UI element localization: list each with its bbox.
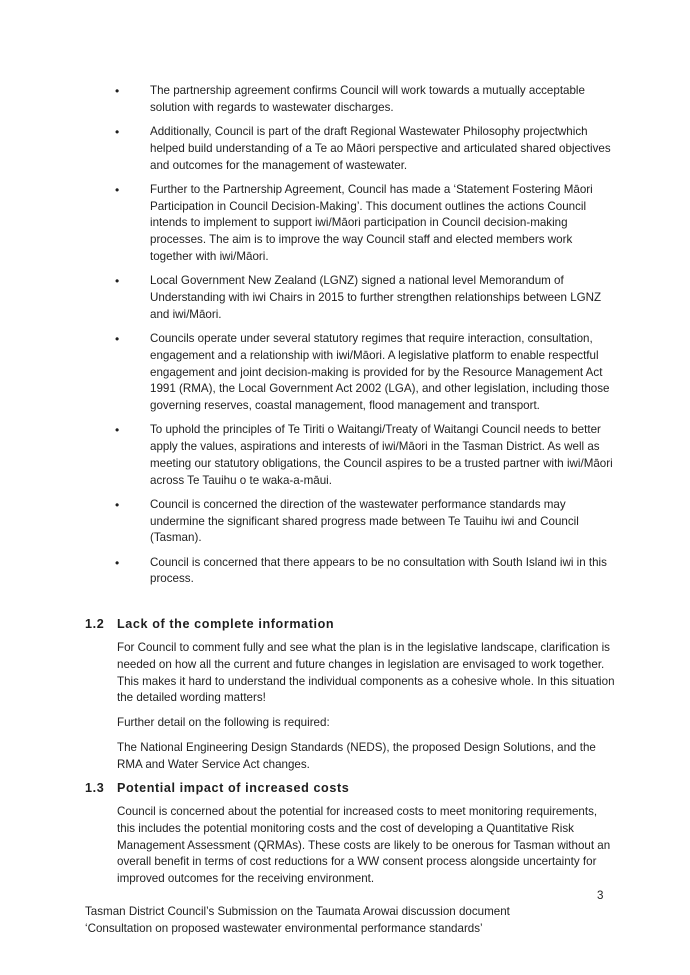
section-number: 1.3	[85, 781, 105, 795]
paragraph: The National Engineering Design Standards (NEDS), the proposed Design Solutions, and the RMA and Water Service Act changes.	[117, 740, 596, 771]
paragraph: For Council to comment fully and see what the plan is in the legislative landscape, clarification is needed on how all the current and future changes in legislation are envisaged to work together. This makes it hard to understand the individual components as a cohesive whole. In this situation the detailed wording matters!	[117, 641, 615, 705]
page-number: 3	[597, 889, 604, 902]
bullet-item	[115, 124, 615, 174]
bullet-icon: •	[115, 124, 120, 139]
bullet-text: The partnership agreement confirms Council will work towards a mutually acceptable solution with regards to wastewater discharges.	[150, 84, 585, 114]
bullet-text: To uphold the principles of Te Tiriti o Waitangi/Treaty of Waitangi Council needs to better apply the values, aspirations and interests of iwi/Māori in the Tasman District. As well as meeting our statutory obligations, the Council aspires to be a trusted partner with iwi/Māori across Te Tauihu o te waka-a-māui.	[150, 423, 613, 487]
bullet-item	[115, 497, 615, 547]
bullet-icon: •	[115, 84, 120, 98]
bullet-icon: •	[115, 274, 120, 289]
section-heading	[85, 780, 615, 796]
bullet-item	[115, 555, 615, 589]
bullet-text: Council is concerned that there appears to be no consultation with South Island iwi in this process.	[150, 555, 607, 586]
bullet-item	[115, 83, 615, 117]
paragraph: Further detail on the following is required:	[117, 716, 330, 730]
section-lack-of-information	[85, 616, 615, 782]
bullet-text: Council is concerned the direction of the wastewater performance standards may undermine the significant shared progress made between Te Tauihu iwi and Council (Tasman).	[150, 497, 579, 545]
bullet-icon: •	[115, 497, 120, 512]
section-body	[85, 804, 615, 888]
section-heading	[85, 616, 615, 632]
section-number: 1.2	[85, 617, 105, 631]
paragraph: Council is concerned about the potential for increased costs to meet monitoring requirements, this includes the potential monitoring costs and the cost of developing a Quantitative Risk Management Assessment (QRMAs). These costs are likely to be onerous for Tasman without an overall benefit in terms of cost reductions for a WW consent process alongside uncertainty for improved outcomes for the receiving environment.	[117, 805, 611, 886]
bullet-text: Further to the Partnership Agreement, Council has made a ‘Statement Fostering Māori Participation in Council Decision-Making’. This document outlines the actions Council intends to implement to support iwi/Māori participation in Council decision-making processes. The aim is to improve the way Council staff and elected members work together with iwi/Māori.	[150, 182, 593, 263]
page-footer	[85, 904, 605, 937]
section-body	[85, 640, 615, 774]
footer-line: Tasman District Council’s Submission on the Taumata Arowai discussion document	[85, 905, 510, 918]
bullet-icon: •	[115, 182, 120, 197]
bullet-item	[115, 273, 615, 323]
bullet-icon: •	[115, 555, 120, 570]
bullet-icon: •	[115, 331, 120, 346]
bullet-item	[115, 182, 615, 266]
footer-line: ‘Consultation on proposed wastewater environmental performance standards’	[85, 921, 483, 935]
section-increased-costs	[85, 780, 615, 896]
section-title: Lack of the complete information	[117, 617, 335, 631]
bullet-text: Councils operate under several statutory regimes that require interaction, consultation, engagement and a relationship with iwi/Māori. A legislative platform to enable respectful engagement and joint decision-making is provided for by the Resource Management Act 1991 (RMA), the Local Government Act 2002 (LGA), and other legislation, including those governing reserves, coastal management, flood management and transport.	[150, 331, 610, 413]
bullet-icon: •	[115, 423, 120, 438]
bullet-text: Local Government New Zealand (LGNZ) signed a national level Memorandum of Understanding with iwi Chairs in 2015 to further strengthen relationships between LGNZ and iwi/Māori.	[150, 274, 602, 321]
bullet-list	[115, 83, 615, 596]
bullet-text: Additionally, Council is part of the draft Regional Wastewater Philosophy projectwhich helped build understanding of a Te ao Māori perspective and articulated shared objectives and outcomes for the management of wastewater.	[150, 124, 611, 172]
section-title: Potential impact of increased costs	[117, 781, 350, 795]
bullet-item	[115, 331, 615, 415]
bullet-item	[115, 422, 615, 489]
